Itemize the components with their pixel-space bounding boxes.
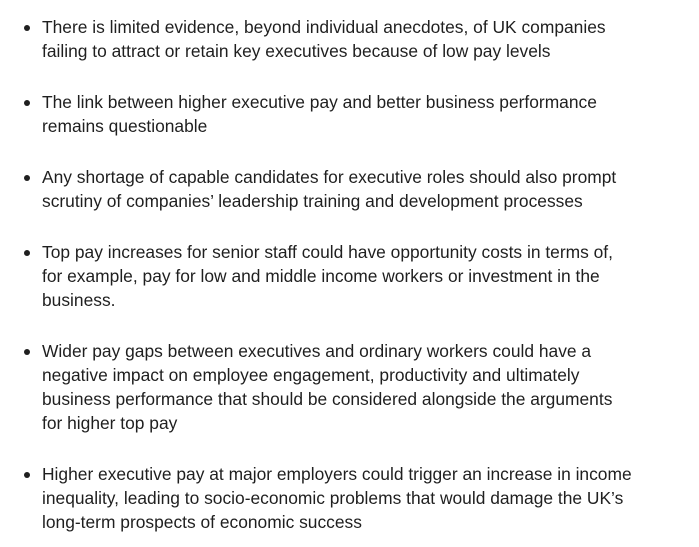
list-item-text: inequality, leading to socio-economic problems that would damage the UK’s	[42, 488, 624, 508]
bullet-icon	[24, 175, 30, 181]
list-item-text: Higher executive pay at major employers could trigger an increase in income	[42, 464, 632, 484]
bullet-icon	[24, 250, 30, 256]
list-item	[42, 462, 699, 534]
bullet-list	[0, 15, 699, 534]
list-item-text: negative impact on employee engagement, productivity and ultimately	[42, 365, 580, 385]
list-item-text: The link between higher executive pay and better business performance	[42, 92, 597, 112]
bullet-icon	[24, 100, 30, 106]
list-item	[42, 165, 699, 213]
list-item-text: long-term prospects of economic success	[42, 512, 362, 532]
list-item-text: Wider pay gaps between executives and ordinary workers could have a	[42, 341, 592, 361]
list-item-text: for higher top pay	[42, 413, 178, 433]
list-item-text: Top pay increases for senior staff could have opportunity costs in terms of,	[42, 242, 613, 262]
list-item-text: business.	[42, 290, 116, 310]
list-item-text: Any shortage of capable candidates for executive roles should also prompt	[42, 167, 617, 187]
list-item	[42, 240, 699, 312]
list-item-text: business performance that should be considered alongside the arguments	[42, 389, 613, 409]
list-item	[42, 90, 699, 138]
list-item-text: failing to attract or retain key executives because of low pay levels	[42, 41, 551, 61]
list-item-text: for example, pay for low and middle income workers or investment in the	[42, 266, 600, 286]
list-item	[42, 339, 699, 435]
list-item-text: scrutiny of companies’ leadership training and development processes	[42, 191, 583, 211]
list-item-text: There is limited evidence, beyond individual anecdotes, of UK companies	[42, 17, 606, 37]
list-item-text: remains questionable	[42, 116, 208, 136]
bullet-icon	[24, 349, 30, 355]
bullet-icon	[24, 25, 30, 31]
bullet-icon	[24, 472, 30, 478]
list-item	[42, 15, 699, 63]
